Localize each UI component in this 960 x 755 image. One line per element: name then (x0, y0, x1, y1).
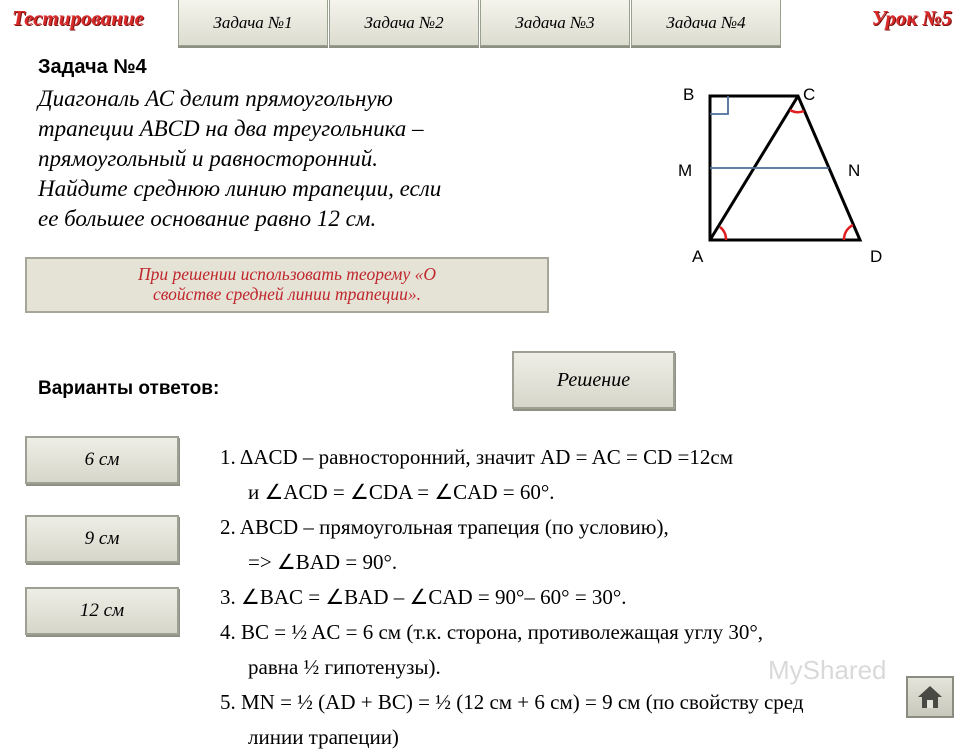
tab-task-1[interactable]: Задача №1 (178, 0, 328, 46)
task-line: трапеции ABCD на два треугольника – (38, 116, 424, 141)
trapezoid-figure (670, 80, 900, 270)
solution-line: 4. BC = ½ AC = 6 см (т.к. сторона, противолежащая углу 30°, (220, 620, 763, 644)
hint-line: При решении использовать теорему «О (138, 264, 436, 284)
label-a: A (692, 247, 704, 266)
task-text (38, 84, 538, 234)
solution-text (220, 440, 960, 755)
answer-button-6cm[interactable]: 6 см (25, 436, 179, 484)
solution-line: и ∠ACD = ∠CDA = ∠CAD = 60°. (248, 480, 555, 504)
angle-mark-c (790, 110, 804, 112)
testing-link[interactable]: Тестирование (12, 6, 144, 30)
solution-line: => ∠BAD = 90°. (248, 550, 398, 574)
label-c: C (803, 85, 816, 104)
answer-button-9cm[interactable]: 9 см (25, 515, 179, 563)
watermark: MyShared (768, 655, 887, 685)
home-button[interactable] (906, 676, 954, 718)
solution-line: равна ½ гипотенузы). (248, 655, 441, 679)
label-d: D (870, 247, 883, 266)
label-b: B (683, 85, 695, 104)
solution-line: 1. ΔACD – равносторонний, значит AD = AC = CD =12см (220, 445, 734, 469)
solution-line: 5. MN = ½ (AD + BC) = ½ (12 см + 6 см) = 9 см (по свойству сред (220, 690, 804, 714)
angle-mark-d (844, 225, 853, 240)
task-line: ее большее основание равно 12 см. (38, 206, 377, 231)
tab-task-3[interactable]: Задача №3 (480, 0, 630, 46)
tab-task-4[interactable]: Задача №4 (631, 0, 781, 46)
task-tabs (178, 0, 782, 48)
variants-label: Варианты ответов: (38, 378, 220, 399)
tab-task-2[interactable]: Задача №2 (329, 0, 479, 46)
angle-mark-a (720, 227, 726, 240)
solution-line: 2. ABCD – прямоугольная трапеция (по условию), (220, 515, 669, 539)
task-line: Найдите среднюю линию трапеции, если (38, 176, 442, 201)
task-title: Задача №4 (38, 56, 147, 78)
lesson-title: Урок №5 (871, 6, 952, 30)
task-line: Диагональ АС делит прямоугольную (38, 86, 393, 111)
solution-line: линии трапеции) (248, 725, 399, 749)
solution-button[interactable]: Решение (512, 351, 675, 409)
task-line: прямоугольный и равносторонний. (38, 146, 378, 171)
hint-box (25, 257, 549, 313)
label-m: M (678, 161, 693, 180)
answer-button-12cm[interactable]: 12 см (25, 587, 179, 635)
hint-line: свойстве средней линии трапеции». (152, 284, 422, 304)
home-icon (915, 683, 945, 711)
solution-line: 3. ∠BAC = ∠BAD – ∠CAD = 90°– 60° = 30°. (220, 585, 627, 609)
right-angle-mark (710, 96, 728, 114)
label-n: N (848, 161, 861, 180)
